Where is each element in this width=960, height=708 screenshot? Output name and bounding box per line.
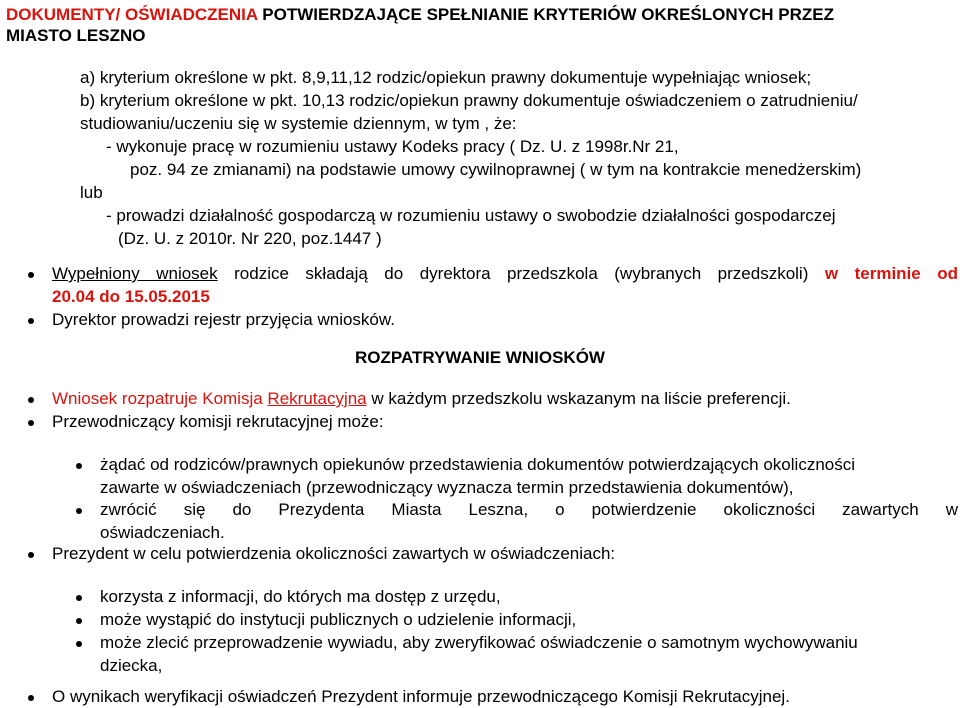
document-title-line2: MIASTO LESZNO — [6, 26, 146, 45]
bullet-icon — [76, 595, 82, 601]
criterion-b-line1: b) kryterium określone w pkt. 10,13 rodzic/opiekun prawny dokumentuje oświadczeniem o zatrudnieniu/ — [80, 91, 858, 110]
review-sub-4: może wystąpić do instytucji publicznych o udzielenie informacji, — [100, 610, 577, 629]
submission-item-2: Dyrektor prowadzi rejestr przyjęcia wniosków. — [52, 310, 395, 329]
criterion-b-line3: - wykonuje pracę w rozumieniu ustawy Kodeks pracy ( Dz. U. z 1998r.Nr 21, — [106, 137, 679, 156]
review-sub-5-line1: może zlecić przeprowadzenie wywiadu, aby zweryfikować oświadczenie o samotnym wychowywaniu — [100, 633, 858, 652]
bullet-icon — [76, 508, 82, 514]
review-sub-1-line2: zawarte w oświadczeniach (przewodniczący wyznacza termin przedstawienia dokumentów), — [100, 478, 794, 497]
review-item-3: Prezydent w celu potwierdzenia okoliczności zawartych w oświadczeniach: — [52, 544, 616, 563]
criterion-b-line5: lub — [80, 183, 103, 202]
document-title — [6, 3, 834, 26]
review-item-2: Przewodniczący komisji rekrutacyjnej może: — [52, 412, 384, 431]
deadline-text: w terminie od — [824, 264, 958, 283]
review-sub-1-line1: żądać od rodziców/prawnych opiekunów przedstawienia dokumentów potwierdzających okoliczności — [100, 455, 856, 474]
review-sub-3: korzysta z informacji, do których ma dostęp z urzędu, — [100, 587, 501, 606]
bullet-icon — [76, 641, 82, 647]
committee-name: Rekrutacyjna — [267, 389, 367, 408]
criterion-b-line7: (Dz. U. z 2010r. Nr 220, poz.1447 ) — [118, 229, 382, 248]
criterion-b-line6: - prowadzi działalność gospodarczą w rozumieniu ustawy o swobodzie działalności gospodarczej — [106, 206, 836, 225]
bullet-icon — [28, 420, 34, 426]
bullet-icon — [28, 695, 34, 701]
submission-item-1: Wypełniony wniosek rodzice składają do dyrektora przedszkola (wybranych przedszkoli) w terminie od — [52, 264, 958, 283]
review-sub-5-line2: dziecka, — [100, 656, 163, 675]
review-sub-2-line1: zwrócić się do Prezydenta Miasta Leszna, o potwierdzenie okoliczności zawartych w — [100, 500, 958, 519]
title-red-part: DOKUMENTY/ OŚWIADCZENIA — [6, 5, 258, 24]
bullet-icon — [28, 272, 34, 278]
review-item-4: O wynikach weryfikacji oświadczeń Prezydent informuje przewodniczącego Komisji Rekrutacyjnej. — [52, 687, 790, 706]
deadline-dates: 20.04 do 15.05.2015 — [52, 287, 210, 306]
filled-form-text: Wypełniony wniosek — [52, 264, 218, 283]
criterion-a: a) kryterium określone w pkt. 8,9,11,12 rodzic/opiekun prawny dokumentuje wypełniając wniosek; — [80, 68, 812, 87]
title-black-part: POTWIERDZAJĄCE SPEŁNIANIE KRYTERIÓW OKREŚLONYCH PRZEZ — [257, 5, 834, 24]
criterion-b-line2: studiowaniu/uczeniu się w systemie dziennym, w tym , że: — [80, 114, 517, 133]
bullet-icon — [28, 397, 34, 403]
bullet-icon — [28, 552, 34, 558]
criterion-b-line4: poz. 94 ze zmianami) na podstawie umowy cywilnoprawnej ( w tym na kontrakcie menedżerskim) — [130, 160, 862, 179]
review-sub-2-line2: oświadczeniach. — [100, 523, 225, 542]
bullet-icon — [76, 463, 82, 469]
review-item-1: Wniosek rozpatruje Komisja Rekrutacyjna w każdym przedszkolu wskazanym na liście preferencji. — [52, 389, 791, 408]
bullet-icon — [76, 618, 82, 624]
bullet-icon — [28, 318, 34, 324]
section-heading: ROZPATRYWANIE WNIOSKÓW — [355, 348, 605, 367]
